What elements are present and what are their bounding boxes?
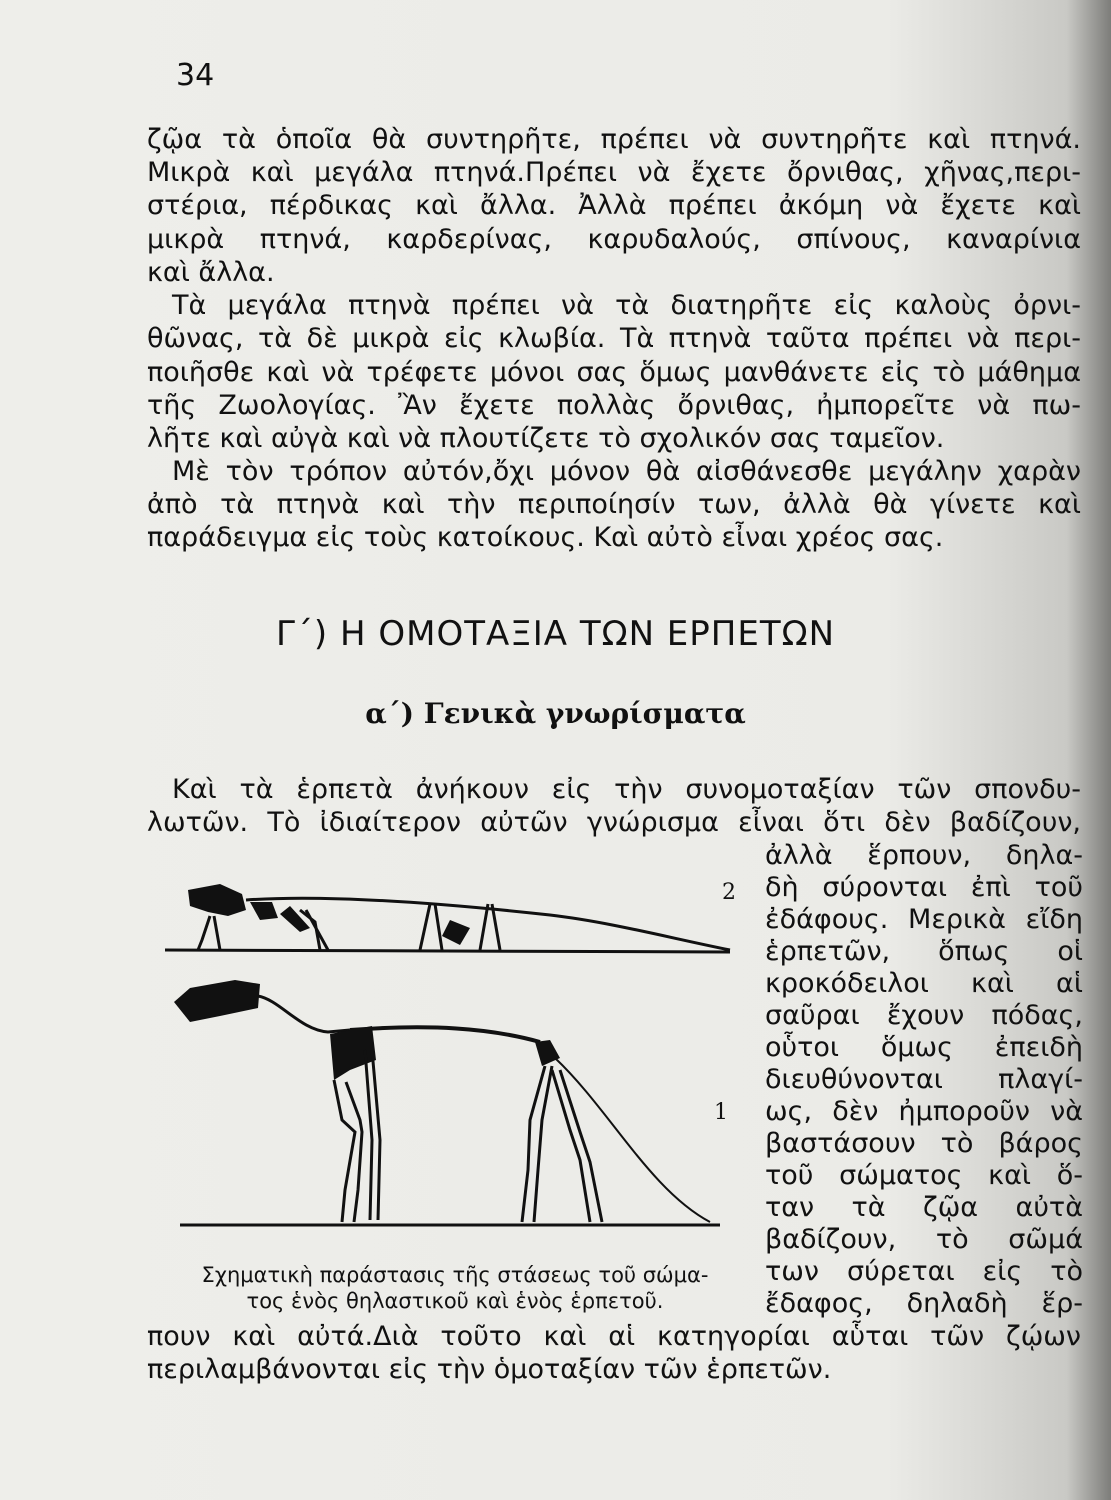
text-line: ἔδαφος, δηλαδὴ ἕρ- [765, 1288, 1083, 1319]
text-line: Μὲ τὸν τρόπον αὐτόν,ὄχι μόνον θὰ αἰσθάνεσθε μεγάλην χαρὰν [172, 456, 1081, 487]
text-line: ζῷα τὰ ὁποῖα θὰ συντηρῆτε, πρέπει νὰ συντηρῆτε καὶ πτηνά. [147, 124, 1081, 155]
skeleton-figure [150, 870, 740, 1230]
text-line: περιλαμβάνονται εἰς τὴν ὁμοταξίαν τῶν ἑρπετῶν. [147, 1354, 832, 1385]
text-line: ως, δὲν ἠμποροῦν νὰ [765, 1096, 1083, 1127]
mammal-skeleton [174, 980, 720, 1225]
text-line: ἑρπετῶν, ὅπως οἱ [765, 936, 1083, 967]
page-number: 34 [176, 58, 215, 93]
text-line: βαδίζουν, τὸ σῶμά [765, 1224, 1083, 1255]
text-line: θῶνας, τὰ δὲ μικρὰ εἰς κλωβία. Τὰ πτηνὰ ταῦτα πρέπει νὰ περι- [147, 323, 1081, 354]
text-line: δὴ σύρονται ἐπὶ τοῦ [765, 872, 1083, 903]
text-line: ἀλλὰ ἕρπουν, δηλα- [765, 840, 1083, 871]
text-line: Τὰ μεγάλα πτηνὰ πρέπει νὰ τὰ διατηρῆτε εἰς καλοὺς ὀρνι- [172, 290, 1081, 321]
text-line: Καὶ τὰ ἑρπετὰ ἀνήκουν εἰς τὴν συνομοταξίαν τῶν σπονδυ- [172, 774, 1081, 805]
section-heading: Γ΄) Η ΟΜΟΤΑΞΙΑ ΤΩΝ ΕΡΠΕΤΩΝ [275, 614, 836, 654]
text-line: καὶ ἄλλα. [147, 257, 275, 288]
reptile-skeleton [165, 884, 730, 952]
text-line: παράδειγμα εἰς τοὺς κατοίκους. Καὶ αὐτὸ εἶναι χρέος σας. [147, 522, 944, 553]
text-line: βαστάσουν τὸ βάρος [765, 1128, 1083, 1159]
text-line: ἐδάφους. Μερικὰ εἴδη [765, 904, 1083, 935]
text-line: κροκόδειλοι καὶ αἱ [765, 968, 1083, 999]
text-line: σαῦραι ἔχουν πόδας, [765, 1000, 1083, 1031]
text-line: τῆς Ζωολογίας. Ἂν ἔχετε πολλὰς ὄρνιθας, ἠμπορεῖτε νὰ πω- [147, 390, 1081, 421]
text-line: των σύρεται εἰς τὸ [765, 1256, 1083, 1287]
figure-caption-line: Σχηματικὴ παράστασις τῆς στάσεως τοῦ σώμα- [201, 1263, 709, 1287]
text-line: διευθύνονται πλαγί- [765, 1064, 1083, 1095]
text-line: λωτῶν. Τὸ ἰδιαίτερον αὐτῶν γνώρισμα εἶναι ὅτι δὲν βαδίζουν, [147, 807, 1081, 838]
text-line: ποιῆσθε καὶ νὰ τρέφετε μόνοι σας ὅμως μανθάνετε εἰς τὸ μάθημα [147, 357, 1081, 388]
figure-label-reptile: 2 [722, 880, 736, 905]
text-line: ταν τὰ ζῷα αὐτὰ [765, 1192, 1083, 1223]
subsection-heading: α΄) Γενικὰ γνωρίσματα [365, 697, 746, 730]
text-line: ἀπὸ τὰ πτηνὰ καὶ τὴν περιποίησίν των, ἀλλὰ θὰ γίνετε καὶ [147, 489, 1081, 520]
text-line: στέρια, πέρδικας καὶ ἄλλα. Ἀλλὰ πρέπει ἀκόμη νὰ ἔχετε καὶ [147, 190, 1081, 221]
text-line: μικρὰ πτηνά, καρδερίνας, καρυδαλούς, σπίνους, καναρίνια [147, 224, 1081, 255]
text-line: οὗτοι ὅμως ἐπειδὴ [765, 1032, 1083, 1063]
text-line: πουν καὶ αὐτά.Διὰ τοῦτο καὶ αἱ κατηγορίαι αὗται τῶν ζῴων [147, 1321, 1081, 1352]
text-line: λῆτε καὶ αὐγὰ καὶ νὰ πλουτίζετε τὸ σχολικόν σας ταμεῖον. [147, 423, 945, 454]
figure-label-mammal: 1 [714, 1100, 728, 1125]
figure-caption-line: τος ἑνὸς θηλαστικοῦ καὶ ἑνὸς ἑρπετοῦ. [246, 1289, 664, 1313]
text-line: Μικρὰ καὶ μεγάλα πτηνά.Πρέπει νὰ ἔχετε ὄρνιθας, χῆνας,περι- [147, 157, 1081, 188]
text-line: τοῦ σώματος καὶ ὅ- [765, 1160, 1083, 1191]
